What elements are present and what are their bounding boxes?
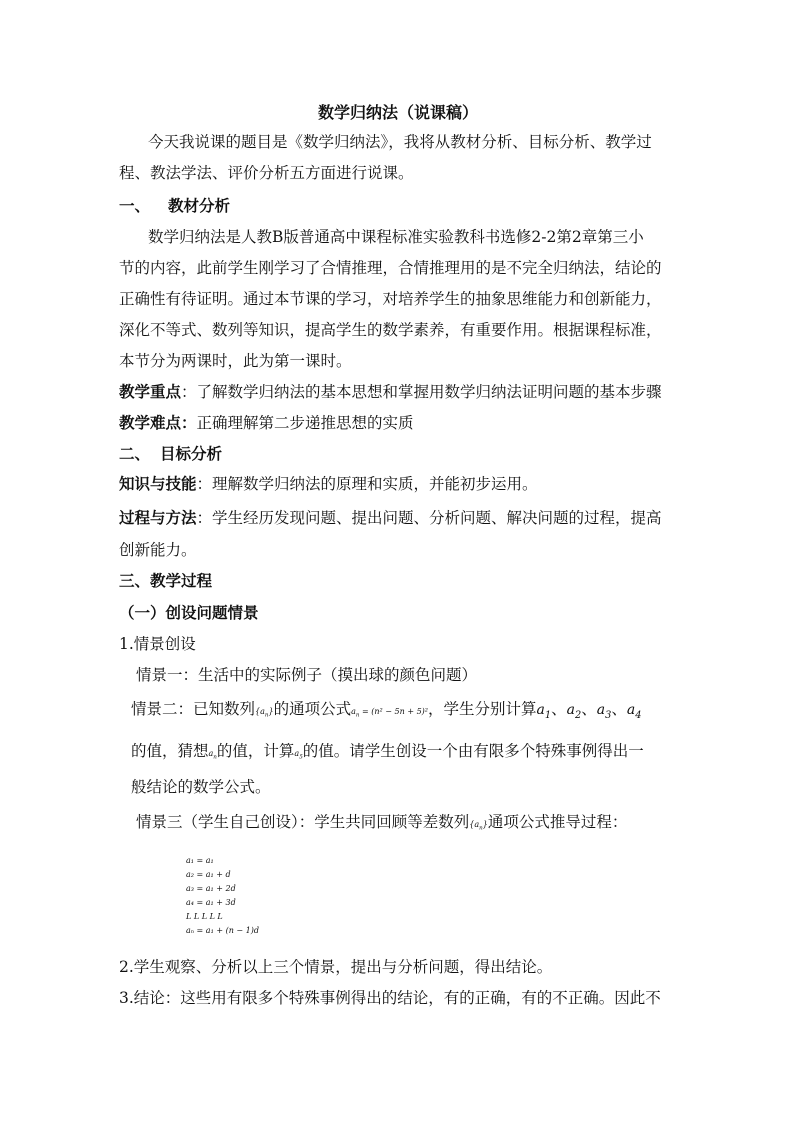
sequence-symbol: $\{a_n\}$ xyxy=(255,707,274,719)
term-a2: $a_2$ xyxy=(566,702,582,721)
derivation-line: a₄ = a₁ + 3d xyxy=(186,898,236,907)
section1-heading: 教材分析 xyxy=(168,196,231,215)
section3-heading: 三、教学过程 xyxy=(119,571,213,590)
section2-number: 二、 xyxy=(119,444,151,463)
list-item: 1.情景创设 xyxy=(119,635,196,653)
sequence-symbol: $\{a_n\}$ xyxy=(469,820,488,832)
teaching-focus xyxy=(119,382,662,402)
derivation-line: aₙ = a₁ + (n − 1)d xyxy=(186,926,259,935)
process-methods xyxy=(119,508,662,528)
derivation-line: a₃ = a₁ + 2d xyxy=(186,884,236,893)
knowledge-skills-text: ：理解数学归纳法的原理和实质，并能初步运用。 xyxy=(196,475,538,493)
subsection-heading: （一）创设问题情景 xyxy=(119,603,259,622)
derivation-line: a₁ = a₁ xyxy=(186,856,214,865)
scene-two-text: 的通项公式 xyxy=(273,700,352,718)
section1-paragraph-line: 深化不等式、数列等知识，提高学生的数学素养，有重要作用。根据课程标准， xyxy=(119,321,662,339)
scene-two-line-2: 的值，猜想$a_n$的值，计算$a_5$的值。请学生创设一个由有限多个特殊事例得出一 xyxy=(131,742,644,761)
section1-paragraph-line: 节的内容，此前学生刚学习了合情推理，合情推理用的是不完全归纳法，结论的 xyxy=(119,259,662,277)
term-an: $a_n$ xyxy=(208,749,217,761)
teaching-focus-label: 教学重点 xyxy=(119,382,182,401)
process-methods-text: ：学生经历发现问题、提出问题、分析问题、解决问题的过程，提高 xyxy=(196,509,662,527)
term-a3: $a_3$ xyxy=(596,702,612,721)
term-a5: $a_5$ xyxy=(294,749,303,761)
teaching-difficulty-text: 正确理解第二步递推思想的实质 xyxy=(196,414,414,432)
teaching-focus-text: ：了解数学归纳法的基本思想和掌握用数学归纳法证明问题的基本步骤 xyxy=(181,383,662,401)
scene-one: 情景一：生活中的实际例子（摸出球的颜色问题） xyxy=(136,666,478,684)
section1-paragraph-line: 本节分为两课时，此为第一课时。 xyxy=(119,352,352,370)
intro-line-2: 程、教法学法、评价分析五方面进行说课。 xyxy=(119,164,414,182)
section1-paragraph-line: 正确性有待证明。通过本节课的学习，对培养学生的抽象思维能力和创新能力， xyxy=(119,290,662,308)
knowledge-skills-label: 知识与技能 xyxy=(119,474,197,493)
section1-number: 一、 xyxy=(119,196,151,215)
list-item: 3.结论：这些用有限多个特殊事例得出的结论，有的正确，有的不正确。因此不 xyxy=(119,989,661,1007)
teaching-difficulty xyxy=(119,413,414,433)
process-methods-continued: 创新能力。 xyxy=(119,541,197,559)
term-a4: $a_4$ xyxy=(626,702,642,721)
intro-line-1: 今天我说课的题目是《数学归纳法》，我将从教材分析、目标分析、教学过 xyxy=(148,133,652,151)
section2-heading: 目标分析 xyxy=(160,444,223,463)
process-methods-label: 过程与方法 xyxy=(119,508,197,527)
teaching-difficulty-label: 教学难点： xyxy=(119,413,197,432)
scene-two-line: 情景二：已知数列$\{a_n\}$的通项公式$a_n = (n^2 - 5n + 5)^2$，学生分别计算$a_1$、$a_2$、$a_3$、$a_4$ xyxy=(131,700,642,721)
scene-three-line: 情景三（学生自己创设）：学生共同回顾等差数列$\{a_n\}$通项公式推导过程： xyxy=(136,813,628,832)
scene-two-text: ，学生分别计算 xyxy=(428,700,537,718)
scene-two-line-3: 般结论的数学公式。 xyxy=(131,778,271,796)
page-title: 数学归纳法（说课稿） xyxy=(318,103,479,122)
list-item: 2.学生观察、分析以上三个情景，提出与分析问题，得出结论。 xyxy=(119,958,553,976)
scene-two-text: 情景二：已知数列 xyxy=(131,700,256,718)
derivation-line: a₂ = a₁ + d xyxy=(186,870,231,879)
term-a1: $a_1$ xyxy=(536,702,552,721)
derivation-line: L L L L L xyxy=(186,912,223,921)
knowledge-skills xyxy=(119,474,538,494)
general-term-formula: $a_n = (n^2 - 5n + 5)^2$ xyxy=(351,707,428,719)
section1-paragraph-line: 数学归纳法是人教B版普通高中课程标准实验教科书选修2-2第2章第三小 xyxy=(148,228,644,246)
